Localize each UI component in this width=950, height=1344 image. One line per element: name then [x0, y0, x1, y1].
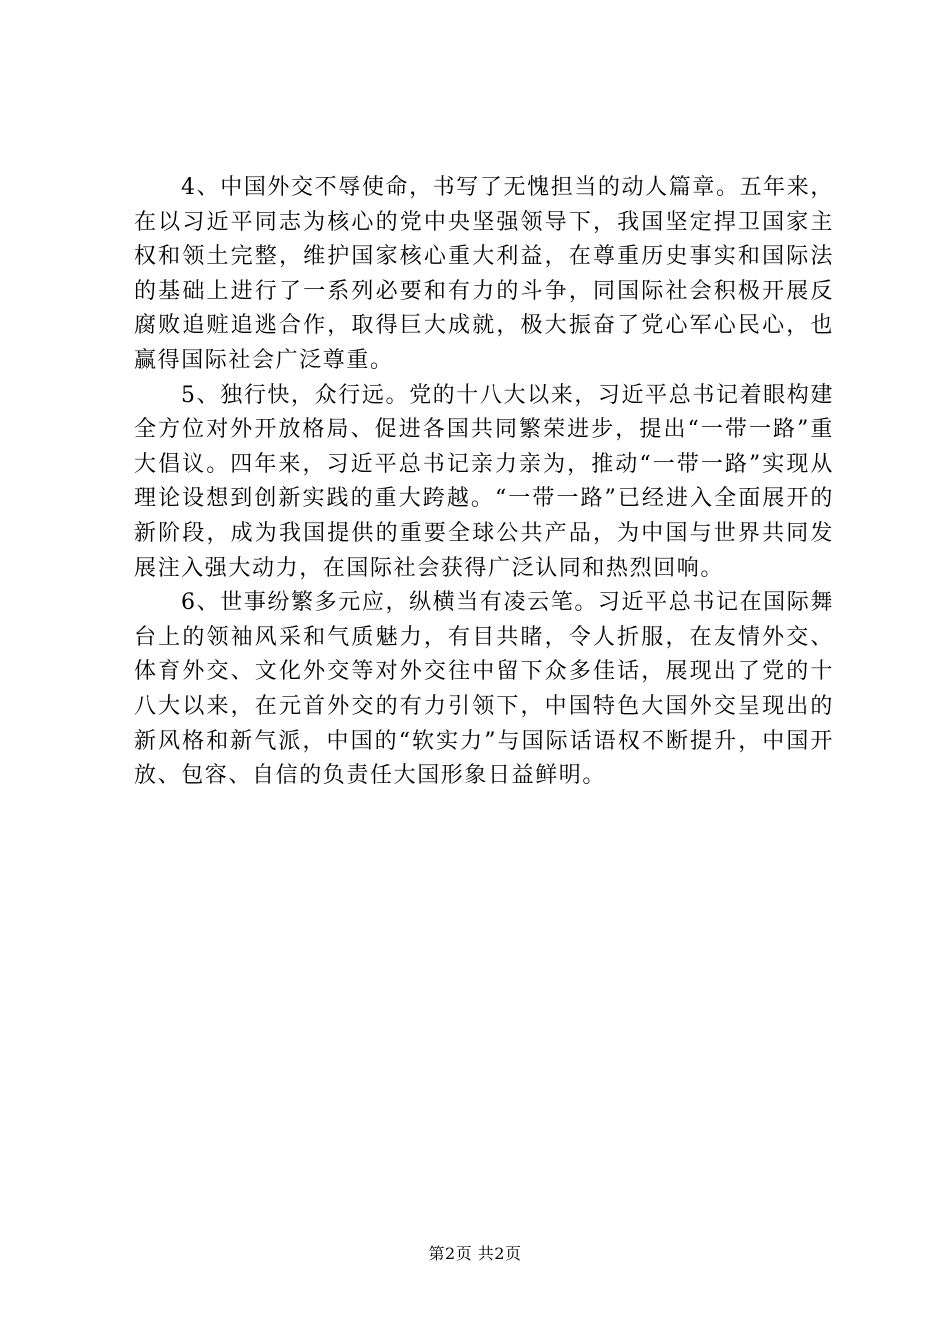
paragraph-5: 5、独行快，众行远。党的十八大以来，习近平总书记着眼构建全方位对外开放格局、促进各国共同繁荣进步，提出“一带一路”重大倡议。四年来，习近平总书记亲力亲为，推动“一带一路”实现从理论设想到创新实践的重大跨越。“一带一路”已经进入全面展开的新阶段，成为我国提供的重要全球公共产品，为中国与世界共同发展注入强大动力，在国际社会获得广泛认同和热烈回响。	[134, 382, 834, 581]
page-footer	[0, 1244, 950, 1264]
paragraph-4: 4、中国外交不辱使命，书写了无愧担当的动人篇章。五年来，在以习近平同志为核心的党中央坚强领导下，我国坚定捍卫国家主权和领土完整，维护国家核心重大利益，在尊重历史事实和国际法的基础上进行了一系列必要和有力的斗争，同国际社会积极开展反腐败追赃追逃合作，取得巨大成就，极大振奋了党心军心民心，也赢得国际社会广泛尊重。	[134, 175, 834, 373]
paragraph-6: 6、世事纷繁多元应，纵横当有凌云笔。习近平总书记在国际舞台上的领袖风采和气质魅力，有目共睹，令人折服，在友情外交、体育外交、文化外交等对外交往中留下众多佳话，展现出了党的十八大以来，在元首外交的有力引领下，中国特色大国外交呈现出的新风格和新气派，中国的“软实力”与国际话语权不断提升，中国开放、包容、自信的负责任大国形象日益鲜明。	[134, 590, 834, 789]
document-body	[134, 171, 834, 794]
page-number-indicator: 第2页 共2页	[428, 1244, 522, 1263]
